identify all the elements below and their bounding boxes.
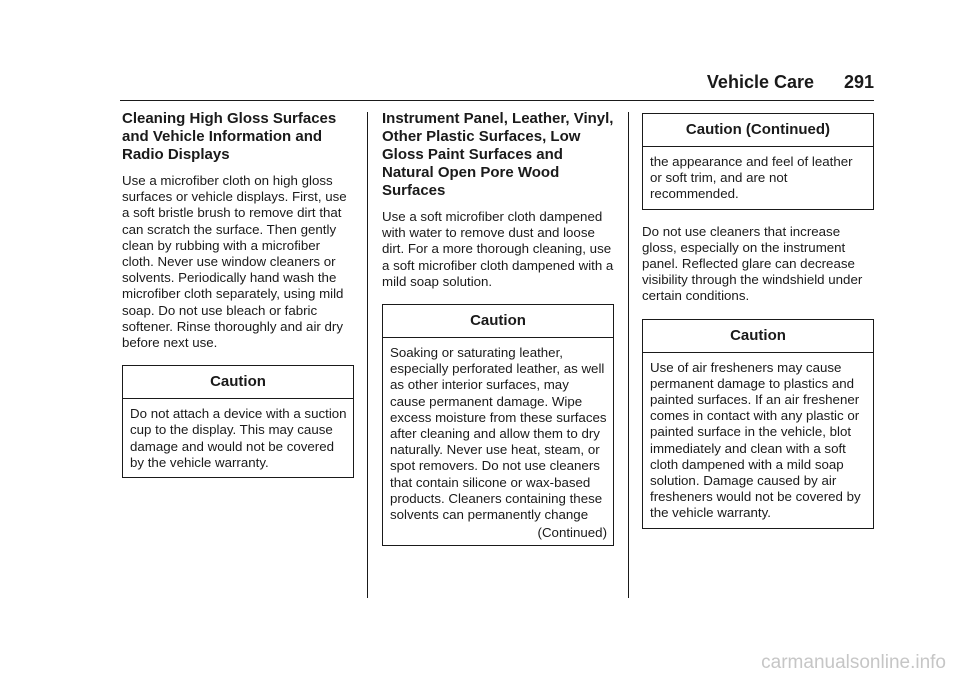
paragraph-instrument-panel: Use a soft microfiber cloth dampened with water to remove dust and loose dirt. For a more thorough cleaning, use a soft microfiber cloth dampened with a mild soap solution. [382,209,614,289]
heading-instrument-panel: Instrument Panel, Leather, Vinyl, Other Plastic Surfaces, Low Gloss Paint Surfaces and Natural Open Pore Wood Surfaces [382,110,614,199]
paragraph-high-gloss: Use a microfiber cloth on high gloss surfaces or vehicle displays. First, use a soft bristle brush to remove dirt that can scratch the surface. Then gently clean by rubbing with a microfiber cloth. Never use window cleaners or solvents. Periodically hand wash the microfiber cloth separately, using mild soap. Do not use bleach or fabric softener. Rinse thoroughly and air dry before next use. [122,173,347,351]
caution-title: Caution [383,305,613,338]
caution-box-leather [382,304,614,546]
column-divider-1 [367,112,368,598]
column-divider-2 [628,112,629,598]
caution-continued-text: the appearance and feel of leather or soft trim, and are not recommended. [650,154,853,202]
caution-continued-title: Caution (Continued) [643,114,873,147]
column-2 [382,110,614,560]
caution-text: Do not attach a device with a suction cup to the display. This may cause damage and would not be covered by the vehicle warranty. [130,406,347,470]
column-3 [642,113,874,543]
heading-high-gloss: Cleaning High Gloss Surfaces and Vehicle Information and Radio Displays [122,110,337,163]
caution-box-display [122,365,354,478]
section-title: Vehicle Care [706,72,814,92]
watermark: carmanualsonline.info [761,652,946,673]
caution-title: Caution [643,320,873,353]
page-number: 291 [843,72,874,92]
caution-text: Use of air fresheners may cause permanent damage to plastics and painted surfaces. If an air freshener comes in contact with any plastic or painted surface in the vehicle, blot immediately and clean with a soft cloth dampened with a mild soap solution. Damage caused by air fresheners would not be covered by the vehicle warranty. [650,359,861,521]
caution-box-continued [642,113,874,210]
column-1 [122,110,354,492]
caution-box-air-freshener [642,319,874,529]
page-header [120,68,874,101]
caution-text: Soaking or saturating leather, especially perforated leather, as well as other interior surfaces, may cause permanent damage. Wipe excess moisture from these surfaces after cleaning and allow them to dry naturally. Never use heat, steam, or spot removers. Do not use cleaners that contain silicone or wax-based products. Cleaners containing these solvents can permanently change [390,345,607,523]
continued-label: (Continued) [537,525,607,541]
paragraph-gloss-cleaners: Do not use cleaners that increase gloss, especially on the instrument panel. Reflected glare can decrease visibility through the windshield under certain conditions. [642,223,863,304]
caution-title: Caution [123,366,353,399]
